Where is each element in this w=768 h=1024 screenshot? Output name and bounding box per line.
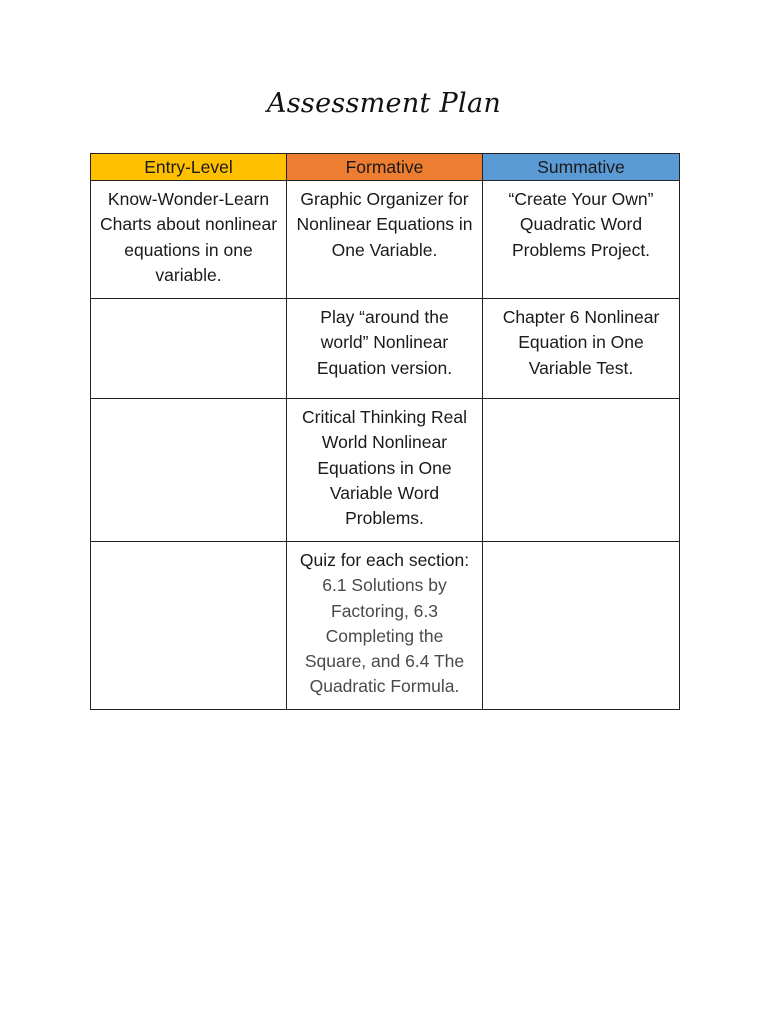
cell-summative: “Create Your Own” Quadratic Word Problems Project. <box>483 181 680 299</box>
quiz-intro-text: Quiz for each section: <box>299 550 470 570</box>
table-row <box>91 299 680 399</box>
page-title: Assessment Plan <box>266 88 502 119</box>
quiz-sections-text: 6.1 Solutions by Factoring, 6.3 Completing the Square, and 6.4 The Quadratic Formula. <box>304 575 465 697</box>
cell-formative: Critical Thinking Real World Nonlinear Equations in One Variable Word Problems. <box>287 399 483 542</box>
assessment-plan-table <box>90 153 680 710</box>
table-row <box>91 181 680 299</box>
cell-formative: Graphic Organizer for Nonlinear Equations in One Variable. <box>287 181 483 299</box>
table-row <box>91 399 680 542</box>
cell-entry-level <box>91 399 287 542</box>
header-summative: Summative <box>483 154 680 181</box>
cell-entry-level <box>91 542 287 710</box>
cell-summative <box>483 542 680 710</box>
cell-formative: Play “around the world” Nonlinear Equation version. <box>287 299 483 399</box>
cell-summative: Chapter 6 Nonlinear Equation in One Variable Test. <box>483 299 680 399</box>
cell-summative <box>483 399 680 542</box>
cell-entry-level <box>91 299 287 399</box>
header-entry-level: Entry-Level <box>91 154 287 181</box>
cell-entry-level: Know-Wonder-Learn Charts about nonlinear equations in one variable. <box>91 181 287 299</box>
header-formative: Formative <box>287 154 483 181</box>
cell-formative <box>287 542 483 710</box>
table-header-row <box>91 154 680 181</box>
table-row <box>91 542 680 710</box>
